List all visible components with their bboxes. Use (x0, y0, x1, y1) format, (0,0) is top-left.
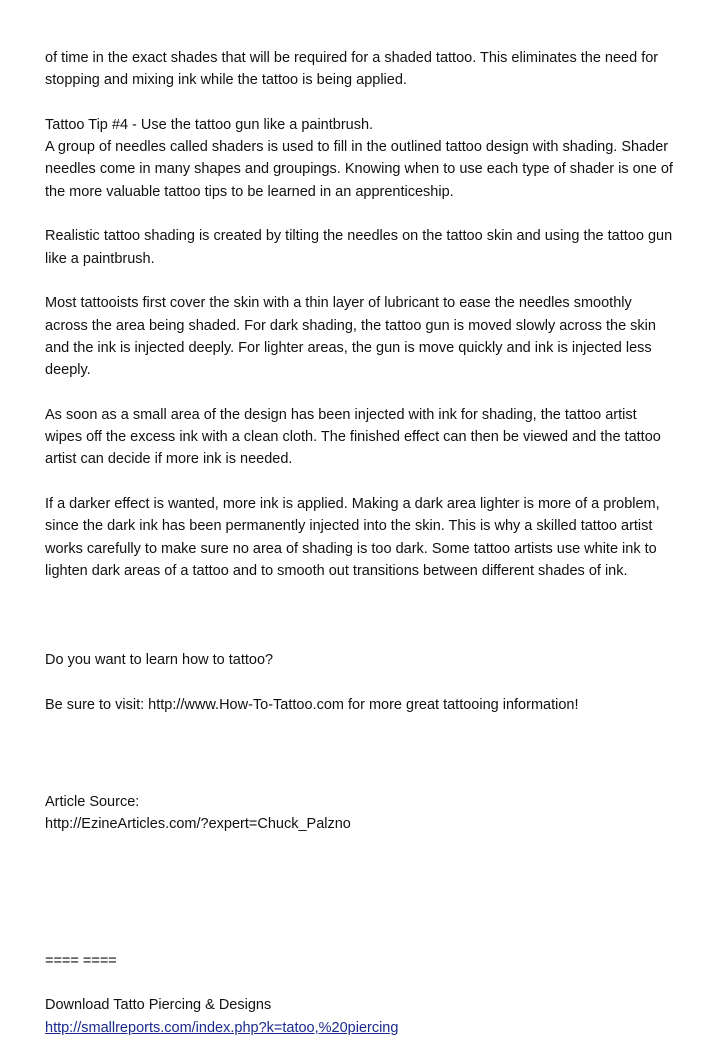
text-line: lighten dark areas of a tattoo and to smooth out transitions between different shades of ink. (45, 562, 628, 579)
cta-question: Do you want to learn how to tattoo? (45, 652, 274, 669)
download-label: Download Tatto Piercing & Designs (45, 997, 272, 1014)
tip4-heading: Tattoo Tip #4 - Use the tattoo gun like a paintbrush. (45, 116, 374, 133)
text-line: and the ink is injected deeply. For lighter areas, the gun is move quickly and ink is injected less (45, 339, 652, 356)
text-line: needles come in many shapes and groupings. Knowing when to use each type of shader is one of (45, 161, 673, 178)
text-line: stopping and mixing ink while the tattoo is being applied. (45, 72, 407, 89)
tip4-section (45, 114, 695, 203)
document-page (45, 47, 695, 1039)
text-line: artist can decide if more ink is needed. (45, 451, 293, 468)
source-label: Article Source: (45, 794, 140, 811)
cta-visit: Be sure to visit: http://www.How-To-Tattoo.com for more great tattooing information! (45, 696, 579, 713)
wipe-paragraph (45, 404, 695, 471)
text-line: the more valuable tattoo tips to be learned in an apprenticeship. (45, 183, 454, 200)
article-source (45, 791, 695, 836)
text-line: As soon as a small area of the design has been injected with ink for shading, the tattoo artist (45, 406, 637, 423)
text-line: Realistic tattoo shading is created by tilting the needles on the tattoo skin and using the tattoo gun (45, 228, 673, 245)
text-line: If a darker effect is wanted, more ink is applied. Making a dark area lighter is more of a problem, (45, 495, 660, 512)
text-line: deeply. (45, 362, 91, 379)
text-line: since the dark ink has been permanently injected into the skin. This is why a skilled tattoo artist (45, 518, 653, 535)
download-link[interactable]: http://smallreports.com/index.php?k=tatoo,%20piercing (45, 1019, 399, 1036)
lubricant-paragraph (45, 292, 695, 381)
text-line: of time in the exact shades that will be required for a shaded tattoo. This eliminates the need for (45, 50, 659, 66)
text-line: Most tattooists first cover the skin with a thin layer of lubricant to ease the needles smoothly (45, 295, 632, 312)
text-line: works carefully to make sure no area of shading is too dark. Some tattoo artists use white ink to (45, 540, 657, 557)
separator: ==== ==== (45, 952, 117, 969)
intro-paragraph (45, 47, 695, 92)
text-line: like a paintbrush. (45, 250, 155, 267)
realistic-paragraph (45, 225, 695, 270)
text-line: wipes off the excess ink with a clean cloth. The finished effect can then be viewed and the tattoo (45, 429, 661, 446)
source-url: http://EzineArticles.com/?expert=Chuck_Palzno (45, 816, 351, 833)
darker-paragraph (45, 493, 695, 582)
text-line: A group of needles called shaders is used to fill in the outlined tattoo design with shading. Shader (45, 139, 669, 156)
text-line: across the area being shaded. For dark shading, the tattoo gun is moved slowly across the skin (45, 317, 656, 334)
